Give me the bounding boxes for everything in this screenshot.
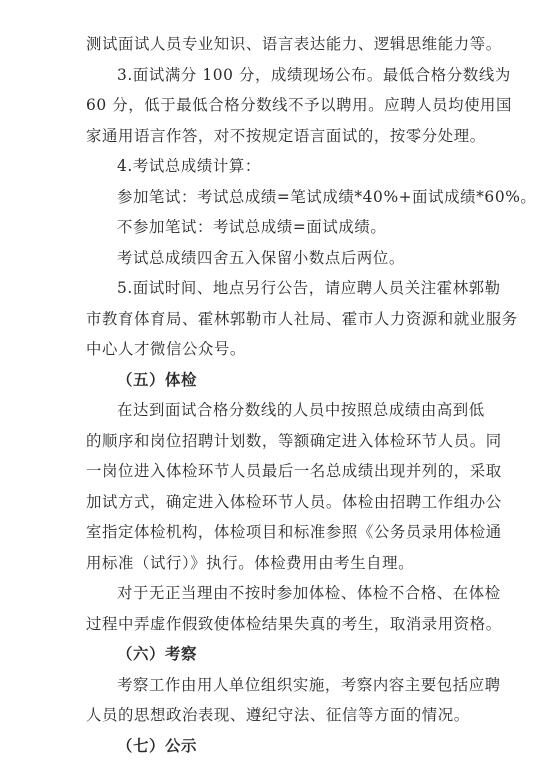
text-line: 中心人才微信公众号。 (86, 340, 246, 358)
section-heading: （五）体检 (117, 370, 197, 389)
text-line: 的顺序和岗位招聘计划数，等额确定进入体检环节人员。同 (86, 431, 502, 450)
text-line: 考察工作由用人单位组织实施，考察内容主要包括应聘 (117, 675, 501, 694)
text-line: 室指定体检机构，体检项目和标准参照《公务员录用体检通 (86, 523, 502, 541)
section-heading: （七）公示 (117, 736, 197, 755)
text-line: 考试总成绩四舍五入保留小数点后两位。 (117, 248, 405, 267)
text-line: 人员的思想政治表现、遵纪守法、征信等方面的情况。 (86, 706, 470, 724)
text-line: 测试面试人员专业知识、语言表达能力、逻辑思维能力等。 (86, 35, 502, 53)
text-line: 加试方式，确定进入体检环节人员。体检由招聘工作组办公 (86, 492, 502, 511)
text-line: 5.面试时间、地点另行公告，请应聘人员关注霍林郭勒 (117, 279, 501, 297)
text-line: 对于无正当理由不按时参加体检、体检不合格、在体检 (117, 584, 501, 602)
text-line: 一岗位进入体检环节人员最后一名总成绩出现并列的，采取 (86, 462, 502, 480)
text-line: 在达到面试合格分数线的人员中按照总成绩由高到低 (117, 401, 485, 419)
text-line: 家通用语言作答，对不按规定语言面试的，按零分处理。 (86, 126, 486, 145)
text-line: 市教育体育局、霍林郭勒市人社局、霍市人力资源和就业服务 (86, 309, 518, 328)
text-line: 4.考试总成绩计算： (117, 157, 261, 175)
text-line: 不参加笔试：考试总成绩=面试成绩。 (117, 218, 387, 236)
text-line: 过程中弄虚作假致使体检结果失真的考生，取消录用资格。 (86, 614, 502, 633)
text-line: 3.面试满分 100 分，成绩现场公布。最低合格分数线为 (117, 65, 511, 84)
text-line: 用标准（试行）》执行。体检费用由考生自理。 (86, 553, 415, 572)
text-line: 参加笔试：考试总成绩=笔试成绩*40%+面试成绩*60%。 (117, 187, 537, 206)
text-line: 60 分，低于最低合格分数线不予以聘用。应聘人员均使用国 (86, 96, 513, 114)
section-heading: （六）考察 (117, 645, 197, 663)
